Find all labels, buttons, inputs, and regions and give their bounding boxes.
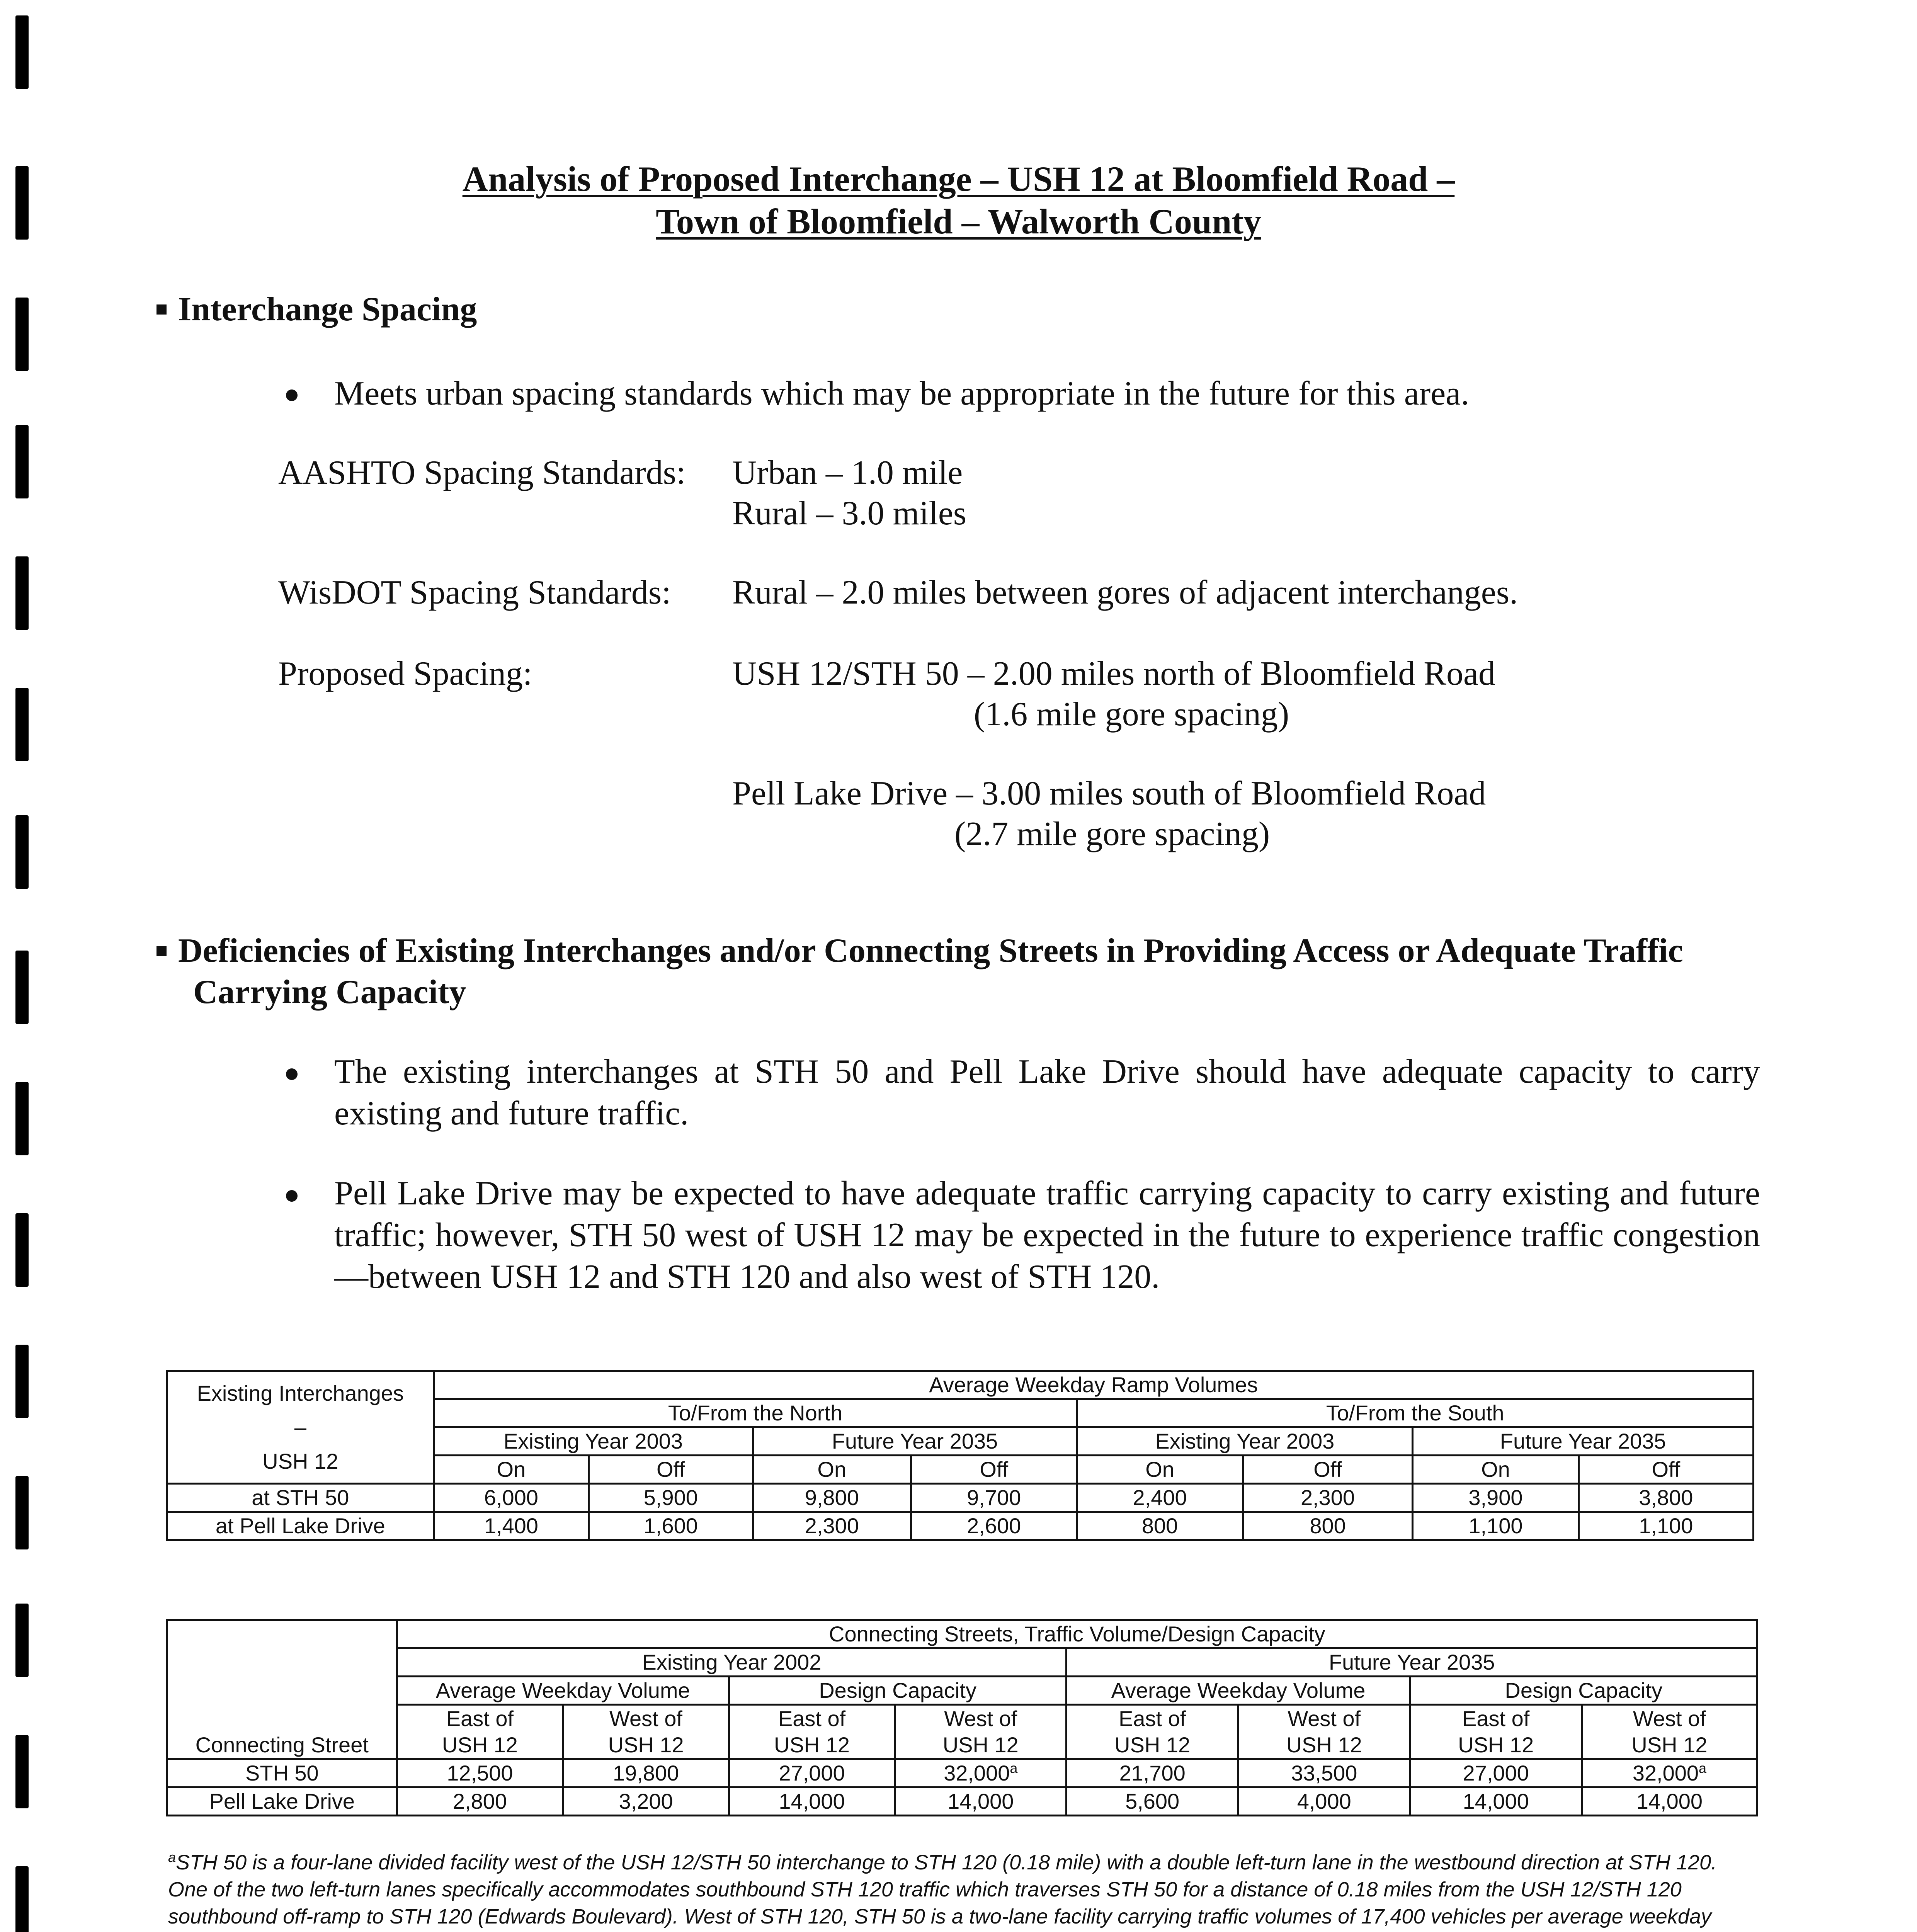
- on-header: On: [434, 1456, 589, 1484]
- off-header: Off: [1243, 1456, 1412, 1484]
- west-of-header: West of: [1238, 1705, 1410, 1732]
- off-header: Off: [589, 1456, 753, 1484]
- on-header: On: [753, 1456, 911, 1484]
- off-header: Off: [1579, 1456, 1753, 1484]
- wisdot-label: WisDOT Spacing Standards:: [278, 574, 671, 611]
- cell: 32,000$^a$: [1582, 1759, 1757, 1787]
- row-label: at STH 50: [167, 1484, 434, 1512]
- cell: 6,000: [434, 1484, 589, 1512]
- cell: 21,700: [1067, 1759, 1238, 1787]
- ush12-header: USH 12: [397, 1732, 563, 1759]
- cell: 14,000: [1410, 1787, 1582, 1816]
- bullet-icon: [286, 1190, 298, 1202]
- cell: 2,600: [911, 1512, 1077, 1540]
- row-label: STH 50: [167, 1759, 397, 1787]
- spacing-bullet: Meets urban spacing standards which may be appropriate in the future for this area.: [334, 375, 1470, 412]
- page-title-line1: Analysis of Proposed Interchange – USH 12 at Bloomfield Road –: [462, 159, 1455, 199]
- cell: 9,700: [911, 1484, 1077, 1512]
- cell: 5,900: [589, 1484, 753, 1512]
- street-table-header: Connecting Streets, Traffic Volume/Design Capacity: [397, 1620, 1757, 1648]
- table-footnote: [168, 1849, 1760, 1932]
- cell: 5,600: [1067, 1787, 1238, 1816]
- proposed-label: Proposed Spacing:: [278, 655, 532, 692]
- ramp-table-header: Average Weekday Ramp Volumes: [434, 1371, 1753, 1399]
- square-bullet-icon: [156, 304, 167, 315]
- aashto-rural: Rural – 3.0 miles: [732, 495, 967, 532]
- ush12-header: USH 12: [1067, 1732, 1238, 1759]
- proposed-ush12-line2: (1.6 mile gore spacing): [974, 696, 1289, 733]
- east-of-header: East of: [397, 1705, 563, 1732]
- east-of-header: East of: [1410, 1705, 1582, 1732]
- footnote-text: STH 50 is a four-lane divided facility west of the USH 12/STH 50 interchange to STH 120 (0.18 mile) with a double left-turn lane in the westbound direction at STH 120. One of the two left-turn lanes specifically accommodates southbound STH 120 traffic which traverses STH 50 for a distance of 0.18 miles from the USH 12/STH 120 southbound off-ramp to STH 120 (Edwards Boulevard). West of STH 120, STH 50 is a two-lane facility carrying traffic volumes of 17,400 vehicles per average weekday: [168, 1851, 1717, 1928]
- off-header: Off: [911, 1456, 1077, 1484]
- ramp-south-future-header: Future Year 2035: [1413, 1427, 1754, 1456]
- row-label: Pell Lake Drive: [167, 1787, 397, 1816]
- west-of-header: West of: [1582, 1705, 1757, 1732]
- east-of-header: East of: [1067, 1705, 1238, 1732]
- page-title-line2: Town of Bloomfield – Walworth County: [656, 202, 1261, 241]
- street-future-header: Future Year 2035: [1067, 1648, 1757, 1677]
- cell: 3,900: [1413, 1484, 1579, 1512]
- ramp-north-future-header: Future Year 2035: [753, 1427, 1077, 1456]
- cell: 4,000: [1238, 1787, 1410, 1816]
- east-of-header: East of: [729, 1705, 895, 1732]
- section-heading-deficiencies-line2: Carrying Capacity: [193, 973, 466, 1011]
- cell: 2,800: [397, 1787, 563, 1816]
- cell: 3,800: [1579, 1484, 1753, 1512]
- wisdot-value: Rural – 2.0 miles between gores of adjacent interchanges.: [732, 574, 1518, 611]
- deficiency-bullet-1: The existing interchanges at STH 50 and Pell Lake Drive should have adequate capacity to carry existing and future traffic.: [334, 1053, 1760, 1132]
- section-heading-deficiencies: Deficiencies of Existing Interchanges and/or Connecting Streets in Providing Access or Adequate Traffic: [156, 929, 1772, 973]
- connecting-streets-table: [166, 1619, 1758, 1816]
- ush12-header: USH 12: [729, 1732, 895, 1759]
- ramp-south-header: To/From the South: [1077, 1399, 1754, 1427]
- cell: 19,800: [563, 1759, 729, 1787]
- footnote-mark: a: [1699, 1760, 1707, 1776]
- ramp-table-stub: Existing Interchanges – USH 12: [167, 1371, 434, 1484]
- ush12-header: USH 12: [1410, 1732, 1582, 1759]
- cell: 800: [1243, 1512, 1412, 1540]
- street-future-capacity-header: Design Capacity: [1410, 1677, 1757, 1705]
- cell: 27,000: [1410, 1759, 1582, 1787]
- table-row: [167, 1512, 1754, 1540]
- cell: 1,400: [434, 1512, 589, 1540]
- cell: 33,500: [1238, 1759, 1410, 1787]
- street-existing-header: Existing Year 2002: [397, 1648, 1067, 1677]
- west-of-header: West of: [563, 1705, 729, 1732]
- street-existing-volume-header: Average Weekday Volume: [397, 1677, 729, 1705]
- cell: 32,000$^a$: [895, 1759, 1067, 1787]
- on-header: On: [1413, 1456, 1579, 1484]
- street-future-volume-header: Average Weekday Volume: [1067, 1677, 1410, 1705]
- cell: 14,000: [1582, 1787, 1757, 1816]
- proposed-pell-line1: Pell Lake Drive – 3.00 miles south of Bloomfield Road: [732, 775, 1486, 812]
- cell: 9,800: [753, 1484, 911, 1512]
- ramp-north-existing-header: Existing Year 2003: [434, 1427, 753, 1456]
- ramp-north-header: To/From the North: [434, 1399, 1077, 1427]
- row-label: at Pell Lake Drive: [167, 1512, 434, 1540]
- cell: 27,000: [729, 1759, 895, 1787]
- cell: 2,400: [1077, 1484, 1243, 1512]
- west-of-header: West of: [895, 1705, 1067, 1732]
- table-row: [167, 1484, 1754, 1512]
- cell: 14,000: [895, 1787, 1067, 1816]
- footnote-mark: a: [168, 1849, 176, 1865]
- street-existing-capacity-header: Design Capacity: [729, 1677, 1066, 1705]
- cell: 2,300: [753, 1512, 911, 1540]
- ush12-header: USH 12: [1582, 1732, 1757, 1759]
- ush12-header: USH 12: [563, 1732, 729, 1759]
- on-header: On: [1077, 1456, 1243, 1484]
- table-row: [167, 1787, 1757, 1816]
- ramp-volume-table: [166, 1370, 1754, 1541]
- square-bullet-icon: [156, 946, 167, 956]
- deficiency-bullet-2: Pell Lake Drive may be expected to have adequate traffic carrying capacity to carry existing and future traffic; however, STH 50 west of USH 12 may be expected in the future to experience traffic congestion—between USH 12 and STH 120 and also west of STH 120.: [334, 1175, 1760, 1296]
- cell: 1,100: [1413, 1512, 1579, 1540]
- proposed-ush12-line1: USH 12/STH 50 – 2.00 miles north of Bloomfield Road: [732, 655, 1496, 692]
- ush12-header: USH 12: [1238, 1732, 1410, 1759]
- cell: 2,300: [1243, 1484, 1412, 1512]
- proposed-pell-line2: (2.7 mile gore spacing): [954, 815, 1270, 853]
- cell: 12,500: [397, 1759, 563, 1787]
- bullet-icon: [286, 1068, 298, 1080]
- cell: 1,100: [1579, 1512, 1753, 1540]
- cell: 3,200: [563, 1787, 729, 1816]
- cell: 800: [1077, 1512, 1243, 1540]
- ramp-south-existing-header: Existing Year 2003: [1077, 1427, 1413, 1456]
- section-heading-spacing: Interchange Spacing: [156, 288, 477, 331]
- ush12-header: USH 12: [895, 1732, 1067, 1759]
- bullet-icon: [286, 389, 298, 401]
- cell: 14,000: [729, 1787, 895, 1816]
- footnote-mark: a: [1010, 1760, 1018, 1776]
- cell: 1,600: [589, 1512, 753, 1540]
- table-row: [167, 1759, 1757, 1787]
- connecting-street-header: Connecting Street: [167, 1732, 397, 1759]
- aashto-label: AASHTO Spacing Standards:: [278, 454, 686, 492]
- street-table-stub-blank: [167, 1620, 397, 1732]
- aashto-urban: Urban – 1.0 mile: [732, 454, 963, 492]
